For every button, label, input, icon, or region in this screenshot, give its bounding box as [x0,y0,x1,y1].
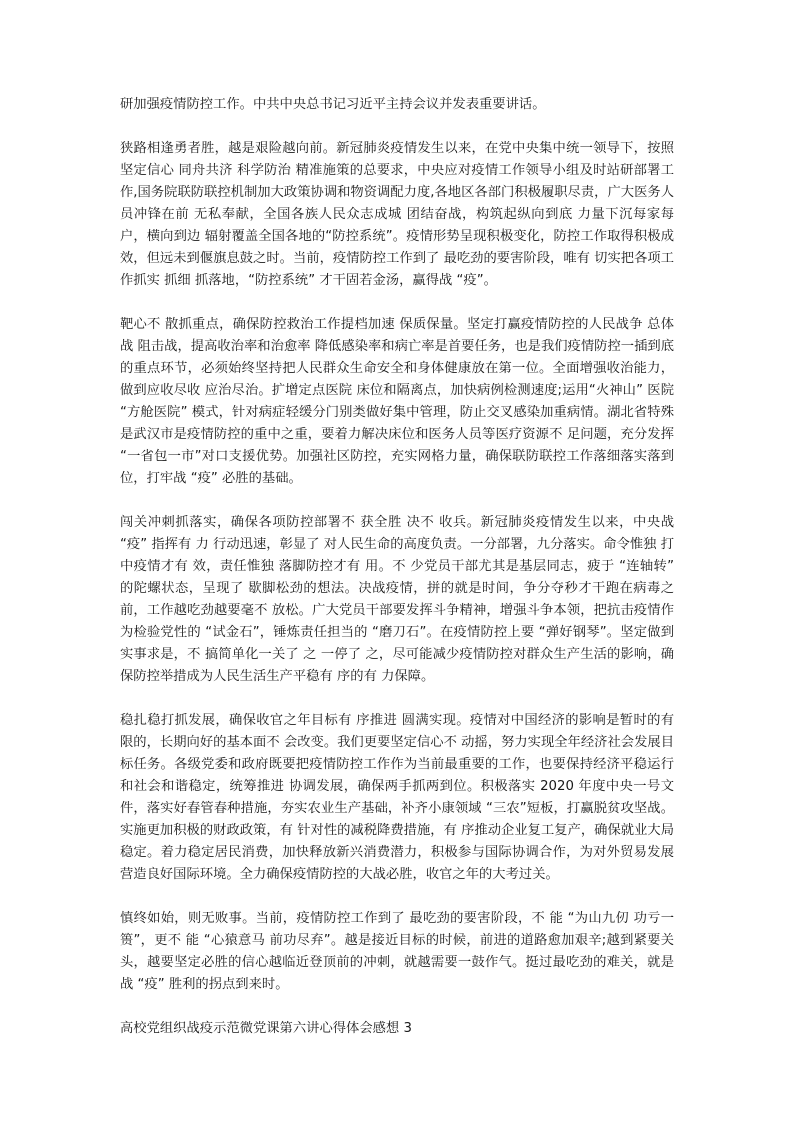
paragraph-5: 慎终如始，则无败事。当前，疫情防控工作到了 最吃劲的要害阶段，不 能 “为山九仞 功亏一篑”，更不 能 “心猿意马 前功尽弃”。越是接近目标的时候，前进的道路愈加艰辛;越到紧要关头，越要坚定必胜的信心越临近登顶前的冲刺，就越需要一鼓作气。挺过最吃劲的难关，就是战 “疫” 胜利的拐点到来时。 [120,911,674,992]
paragraph-intro: 研加强疫情防控工作。中共中央总书记习近平主持会议并发表重要讲话。 [120,97,546,112]
section-heading: 高校党组织战疫示范微党课第六讲心得体会感想 3 [120,1021,412,1036]
paragraph-1: 狭路相逢勇者胜，越是艰险越向前。新冠肺炎疫情发生以来，在党中央集中统一领导下，按照坚定信心 同舟共济 科学防治 精准施策的总要求，中央应对疫情工作领导小组及时站研部署工作,国务院联防联控机制加大政策协调和物资调配力度,各地区各部门积极履职尽责，广大医务人员冲锋在前 无私奉献，全国各族人民众志成城 团结奋战，构筑起纵向到底 力量下沉每家每户，横向到边 辐射覆盖全国各地的“防控系统”。疫情形势呈现积极变化，防控工作取得积极成效，但远未到偃旗息鼓之时。当前，疫情防控工作到了 最吃劲的要害阶段，唯有 切实把各项工作抓实 抓细 抓落地，“防控系统” 才干固若金汤，赢得战 “疫”。 [120,141,674,288]
paragraph-2: 靶心不 散抓重点，确保防控救治工作提档加速 保质保量。坚定打赢疫情防控的人民战争 总体战 阻击战，提高收治率和治愈率 降低感染率和病亡率是首要任务，也是我们疫情防控一插到底的重点环节，必须始终坚持把人民群众生命安全和身体健康放在第一位。全面增强收治能力，做到应收尽收 应治尽治。扩增定点医院 床位和隔离点，加快病例检测速度;运用“火神山” 医院 “方舱医院” 模式，针对病症轻缓分门别类做好集中管理，防止交叉感染加重病情。湖北省特殊是武汉市是疫情防控的重中之重，要着力解决床位和医务人员等医疗资源不 足问题，充分发挥 “一省包一市”对口支援优势。加强社区防控，充实网格力量，确保联防联控工作落细落实落到位，打牢战 “疫” 必胜的基础。 [120,317,674,486]
paragraph-4: 稳扎稳打抓发展，确保收官之年目标有 序推进 圆满实现。疫情对中国经济的影响是暂时的有 限的，长期向好的基本面不 会改变。我们更要坚定信心不 动摇，努力实现全年经济社会发展目标任务。各级党委和政府既要把疫情防控工作作为当前最重要的工作，也要保持经济平稳运行和社会和谐稳定，统筹推进 协调发展，确保两手抓两到位。积极落实 2020 年度中央一号文件，落实好春管春种措施，夯实农业生产基础，补齐小康领域 “三农”短板，打赢脱贫攻坚战。实施更加积极的财政政策，有 针对性的减税降费措施，有 序推动企业复工复产，确保就业大局稳定。着力稳定居民消费，加快释放新兴消费潜力，积极参与国际协调合作，为对外贸易发展营造良好国际环境。全力确保疫情防控的大战必胜，收官之年的大考过关。 [120,713,674,882]
paragraph-3: 闯关冲刺抓落实，确保各项防控部署不 获全胜 决不 收兵。新冠肺炎疫情发生以来，中央战 “疫” 指挥有 力 行动迅速，彰显了 对人民生命的高度负责。一分部署，九分落实。命令惟独 打中疫情才有 效，责任惟独 落脚防控才有 用。不 少党员干部尤其是基层同志，疲于 “连轴转” 的陀螺状态，呈现了 歇脚松劲的想法。决战疫情，拼的就是时间，争分夺秒才干跑在病毒之前，工作越吃劲越要毫不 放松。广大党员干部要发挥斗争精神，增强斗争本领，把抗击疫情作为检验党性的 “试金石”，锤炼责任担当的 “磨刀石”。在疫情防控上要 “弹好钢琴”。坚定做到实事求是，不 搞简单化一关了 之 一停了 之，尽可能减少疫情防控对群众生产生活的影响，确保防控举措成为人民生活生产平稳有 序的有 力保障。 [120,515,674,684]
